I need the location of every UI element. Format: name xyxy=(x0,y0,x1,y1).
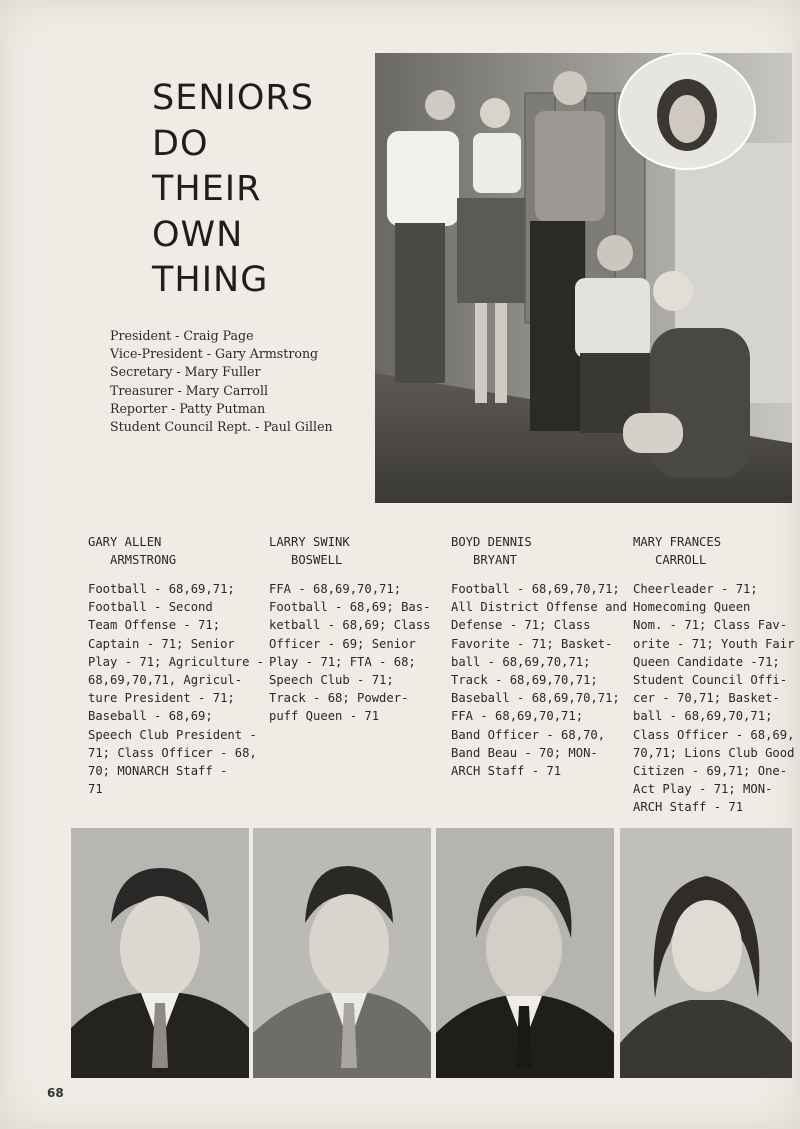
activity-line: orite - 71; Youth Fair xyxy=(633,636,795,651)
activity-line: Nom. - 71; Class Fav- xyxy=(633,618,788,633)
senior-activities xyxy=(633,580,794,817)
activity-line: Play - 71; FTA - 68; xyxy=(269,654,416,669)
activity-line: Speech Club - 71; xyxy=(269,673,394,688)
activity-line: Officer - 69; Senior xyxy=(269,636,416,651)
senior-last-name: BOSWELL xyxy=(291,553,343,567)
page-title xyxy=(152,76,314,304)
title-line: SENIORS xyxy=(152,78,314,118)
senior-first-name: GARY ALLEN xyxy=(88,535,162,549)
senior-first-name: LARRY SWINK xyxy=(269,535,350,549)
title-line: THEIR xyxy=(152,169,262,209)
senior-activities xyxy=(451,580,627,780)
activity-line: ARCH Staff - 71 xyxy=(451,764,562,779)
activity-line: Track - 68,69,70,71; xyxy=(451,673,598,688)
activity-line: 71; Class Officer - 68, xyxy=(88,745,257,760)
portrait-photo xyxy=(436,828,614,1078)
officer-reporter: Reporter - Patty Putman xyxy=(110,400,266,416)
activity-line: Band Officer - 68,70, xyxy=(451,727,606,742)
activity-line: Student Council Offi- xyxy=(633,673,788,688)
activity-line: Queen Candidate -71; xyxy=(633,654,780,669)
activity-line: Speech Club President - xyxy=(88,727,257,742)
senior-activities xyxy=(269,580,430,726)
senior-last-name: CARROLL xyxy=(655,553,707,567)
senior-bio xyxy=(633,533,794,817)
title-line: OWN xyxy=(152,214,244,255)
title-line: DO xyxy=(152,123,209,164)
portrait-photo xyxy=(71,828,249,1078)
senior-first-name: MARY FRANCES xyxy=(633,535,722,549)
activity-line: Class Officer - 68,69, xyxy=(633,727,795,742)
portrait-photo xyxy=(620,828,792,1078)
page-number: 68 xyxy=(47,1086,64,1100)
activity-line: Favorite - 71; Basket- xyxy=(451,636,613,651)
senior-bio xyxy=(269,533,430,726)
senior-activities xyxy=(88,580,264,798)
activity-line: Defense - 71; Class xyxy=(451,618,591,633)
activity-line: Football - 68,69; Bas- xyxy=(269,600,431,615)
activity-line: Team Offense - 71; xyxy=(88,618,221,633)
activity-line: All District Offense and xyxy=(451,600,628,615)
activity-line: Band Beau - 70; MON- xyxy=(451,745,598,760)
senior-bio xyxy=(451,533,627,780)
activity-line: FFA - 68,69,70,71; xyxy=(451,709,584,724)
senior-bio xyxy=(88,533,264,798)
activity-line: ture President - 71; xyxy=(88,691,235,706)
activity-line: Citizen - 69,71; One- xyxy=(633,764,788,779)
group-photo xyxy=(375,53,792,503)
officer-vice-president: Vice-President - Gary Armstrong xyxy=(110,346,319,362)
activity-line: ARCH Staff - 71 xyxy=(633,800,744,815)
activity-line: Track - 68; Powder- xyxy=(269,691,409,706)
activity-line: 68,69,70,71, Agricul- xyxy=(88,673,243,688)
senior-last-name: BRYANT xyxy=(473,553,518,567)
officer-treasurer: Treasurer - Mary Carroll xyxy=(110,382,269,398)
officer-list xyxy=(110,327,333,436)
activity-line: puff Queen - 71 xyxy=(269,709,380,724)
senior-first-name: BOYD DENNIS xyxy=(451,535,532,549)
officer-president: President - Craig Page xyxy=(110,328,254,343)
portrait-photo xyxy=(253,828,431,1078)
activity-line: cer - 70,71; Basket- xyxy=(633,691,780,706)
activity-line: FFA - 68,69,70,71; xyxy=(269,582,402,596)
activity-line: Football - 68,69,70,71; xyxy=(451,582,620,596)
activity-line: Baseball - 68,69,70,71; xyxy=(451,691,620,706)
senior-last-name: ARMSTRONG xyxy=(110,553,177,567)
activity-line: Football - 68,69,71; xyxy=(88,582,235,596)
activity-line: Captain - 71; Senior xyxy=(88,636,235,651)
officer-student-council: Student Council Rept. - Paul Gillen xyxy=(110,419,333,435)
activity-line: 70,71; Lions Club Good xyxy=(633,745,795,760)
activity-line: 71 xyxy=(88,782,103,797)
activity-line: Cheerleader - 71; xyxy=(633,582,758,596)
title-line: THING xyxy=(152,260,269,300)
activity-line: Play - 71; Agriculture - xyxy=(88,654,265,669)
activity-line: Homecoming Queen xyxy=(633,600,751,615)
activity-line: ball - 68,69,70,71; xyxy=(451,654,591,669)
activity-line: ketball - 68,69; Class xyxy=(269,618,431,633)
activity-line: Act Play - 71; MON- xyxy=(633,782,773,797)
activity-line: Baseball - 68,69; xyxy=(88,709,213,724)
activity-line: ball - 68,69,70,71; xyxy=(633,709,773,724)
activity-line: Football - Second xyxy=(88,600,213,615)
activity-line: 70; MONARCH Staff - xyxy=(88,764,228,779)
officer-secretary: Secretary - Mary Fuller xyxy=(110,364,261,380)
